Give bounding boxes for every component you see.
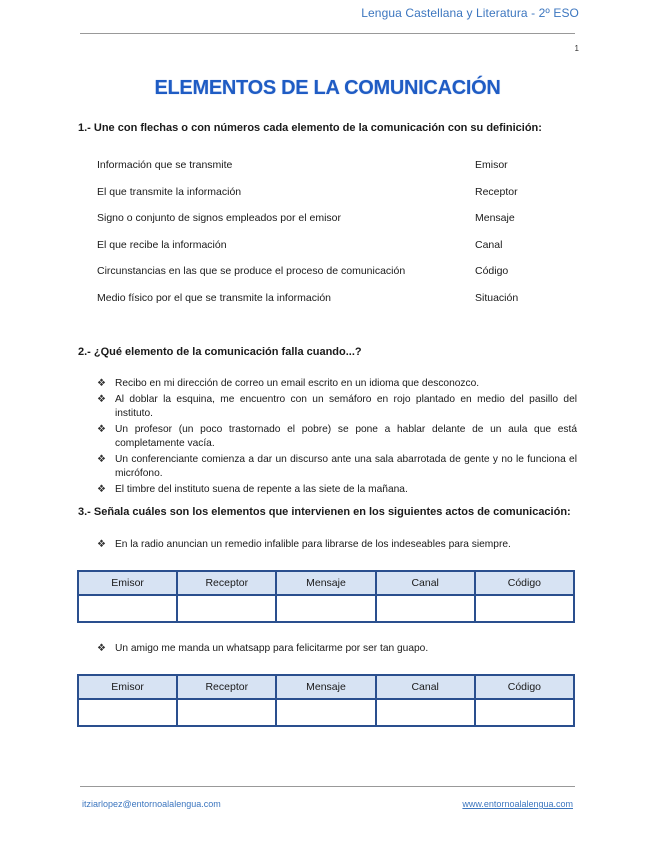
definition-text: El que transmite la información [97, 186, 242, 198]
diamond-bullet-icon: ❖ [97, 394, 106, 405]
answer-cell[interactable] [475, 595, 574, 622]
table-header-cell: Código [475, 675, 574, 699]
table-header-cell: Emisor [78, 675, 177, 699]
page-number: 1 [574, 44, 579, 53]
term-text: Emisor [475, 159, 508, 171]
table-header-cell: Receptor [177, 675, 276, 699]
match-row [97, 265, 557, 279]
list-item-text: Un conferenciante comienza a dar un discurso ante una sala abarrotada de gente y no le funciona el micrófono. [115, 454, 577, 479]
header-divider [80, 33, 575, 34]
table-header-cell: Código [475, 571, 574, 595]
answer-cell[interactable] [376, 595, 475, 622]
term-text: Canal [475, 239, 503, 251]
answer-cell[interactable] [78, 595, 177, 622]
definition-text: Signo o conjunto de signos empleados por el emisor [97, 212, 341, 224]
match-row [97, 292, 557, 306]
table-header-cell: Canal [376, 675, 475, 699]
table-row [78, 699, 574, 726]
footer-email[interactable]: itziarlopez@entornoalalengua.com [82, 799, 221, 809]
list-item-text: Un profesor (un poco trastornado el pobre) se pone a hablar delante de un aula que está completamente vacía. [115, 424, 577, 449]
question-2: 2.- ¿Qué elemento de la comunicación falla cuando...? [78, 346, 362, 358]
list-item [97, 483, 577, 497]
table-row [78, 595, 574, 622]
header-subject: Lengua Castellana y Literatura - 2º ESO [361, 6, 579, 20]
list-item-text: Un amigo me manda un whatsapp para felicitarme por ser tan guapo. [115, 643, 429, 654]
match-row [97, 212, 557, 226]
table-header-row [78, 675, 574, 699]
list-item [97, 377, 577, 391]
diamond-bullet-icon: ❖ [97, 484, 106, 495]
answer-cell[interactable] [376, 699, 475, 726]
term-text: Situación [475, 292, 519, 304]
diamond-bullet-icon: ❖ [97, 378, 106, 389]
table-header-row [78, 571, 574, 595]
answer-cell[interactable] [276, 595, 375, 622]
question-3: 3.- Señala cuáles son los elementos que intervienen en los siguientes actos de comunicación: [78, 506, 571, 518]
diamond-bullet-icon: ❖ [97, 643, 106, 654]
definition-text: Circunstancias en las que se produce el proceso de comunicación [97, 265, 406, 277]
list-item-text: En la radio anuncian un remedio infalible para librarse de los indeseables para siempre. [115, 539, 511, 550]
table-header-cell: Emisor [78, 571, 177, 595]
diamond-bullet-icon: ❖ [97, 424, 106, 435]
term-text: Código [475, 265, 509, 277]
bullet-list [97, 377, 577, 499]
definition-text: El que recibe la información [97, 239, 227, 251]
list-item-text: Al doblar la esquina, me encuentro con un semáforo en rojo plantado en medio del pasillo del instituto. [115, 394, 577, 419]
definition-text: Información que se transmite [97, 159, 233, 171]
term-text: Mensaje [475, 212, 515, 224]
answer-cell[interactable] [177, 595, 276, 622]
term-text: Receptor [475, 186, 518, 198]
list-item-text: El timbre del instituto suena de repente a las siete de la mañana. [115, 484, 408, 495]
list-item [97, 453, 577, 481]
answer-cell[interactable] [177, 699, 276, 726]
definition-text: Medio físico por el que se transmite la información [97, 292, 332, 304]
list-item-text: Recibo en mi dirección de correo un email escrito en un idioma que desconozco. [115, 378, 480, 389]
match-row [97, 239, 557, 253]
list-item [97, 423, 577, 451]
match-row [97, 159, 557, 173]
footer-website-link[interactable]: www.entornoalalengua.com [462, 799, 573, 809]
list-item [97, 642, 577, 656]
match-row [97, 186, 557, 200]
elements-table [77, 674, 575, 727]
table-header-cell: Receptor [177, 571, 276, 595]
diamond-bullet-icon: ❖ [97, 454, 106, 465]
table-header-cell: Mensaje [276, 675, 375, 699]
table-header-cell: Mensaje [276, 571, 375, 595]
page-title: ELEMENTOS DE LA COMUNICACIÓN [154, 77, 501, 99]
bullet-list [97, 642, 577, 658]
question-1: 1.- Une con flechas o con números cada elemento de la comunicación con su definición: [78, 122, 542, 134]
answer-cell[interactable] [276, 699, 375, 726]
answer-cell[interactable] [78, 699, 177, 726]
answer-cell[interactable] [475, 699, 574, 726]
diamond-bullet-icon: ❖ [97, 539, 106, 550]
list-item [97, 393, 577, 421]
list-item [97, 538, 577, 552]
elements-table [77, 570, 575, 623]
bullet-list [97, 538, 577, 554]
table-header-cell: Canal [376, 571, 475, 595]
footer-divider [80, 786, 575, 787]
